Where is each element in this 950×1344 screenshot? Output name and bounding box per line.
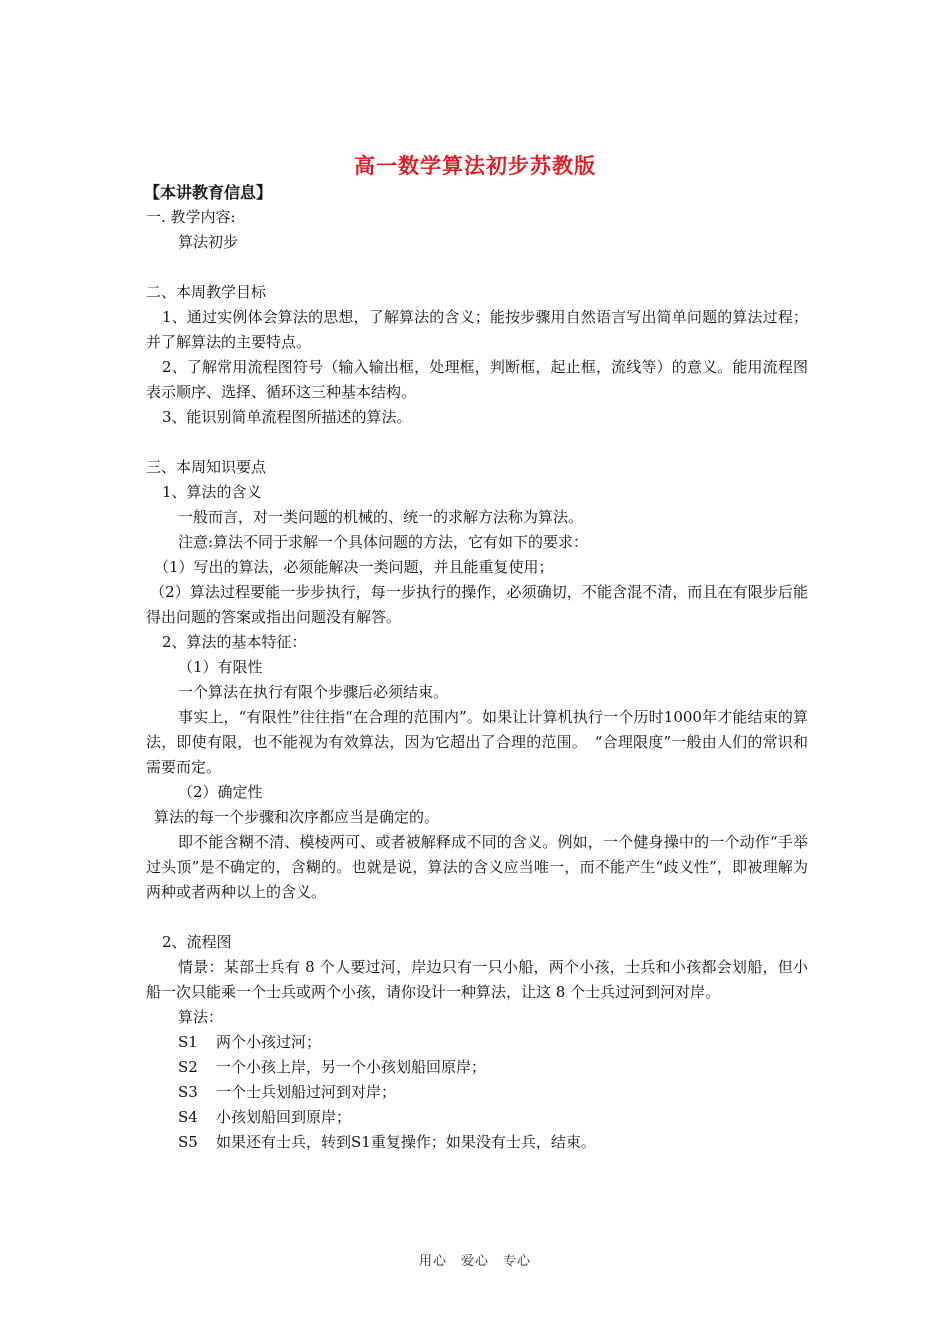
algorithm-label: 算法：: [178, 1008, 224, 1026]
objective-item-1: 1、通过实例体会算法的思想，了解算法的含义；能按步骤用自然语言写出简单问题的算法过程；并了解算法的主要特点。: [146, 308, 808, 351]
spacer: [146, 255, 808, 280]
section-header: 【本讲教育信息】: [144, 183, 273, 202]
feature-1-paragraph-1: 一个算法在执行有限个步骤后必须结束。: [178, 683, 449, 701]
requirement-1: （1）写出的算法，必须能解决一类问题，并且能重复使用；: [154, 558, 554, 576]
step-id: S5: [178, 1133, 198, 1151]
step-text: 如果还有士兵，转到S1重复操作；如果没有士兵，结束。: [216, 1133, 596, 1151]
step-id: S3: [178, 1083, 198, 1101]
algorithm-step: [146, 1030, 808, 1055]
section-2-heading: 二、本周教学目标: [146, 283, 267, 301]
knowledge-1-paragraph: 一般而言，对一类问题的机械的、统一的求解方法称为算法。: [178, 508, 584, 526]
feature-1-title: （1）有限性: [178, 658, 263, 676]
objective-item-3: 3、能识别简单流程图所描述的算法。: [162, 408, 412, 426]
step-id: S1: [178, 1033, 198, 1051]
page-footer: 用心 爱心 专心: [418, 1254, 531, 1269]
section-1-content: 算法初步: [178, 233, 239, 251]
knowledge-1-heading: 1、算法的含义: [162, 483, 262, 501]
step-text: 一个小孩上岸，另一个小孩划船回原岸；: [216, 1058, 487, 1076]
feature-2-paragraph-1: 算法的每一个步骤和次序都应当是确定的。: [154, 808, 440, 826]
step-id: S2: [178, 1058, 198, 1076]
spacer: [146, 430, 808, 455]
feature-2-paragraph-2: 即不能含糊不清、模棱两可、或者被解释成不同的含义。例如，一个健身操中的一个动作“手举过头顶”是不确定的，含糊的。也就是说，算法的含义应当唯一，而不能产生“歧义性”，即被理解为两种或者两种以上的含义。: [146, 833, 808, 901]
step-id: S4: [178, 1108, 198, 1126]
document-title: 高一数学算法初步苏教版: [354, 153, 596, 178]
objective-item-2: 2、了解常用流程图符号（输入输出框，处理框，判断框，起止框，流线等）的意义。能用流程图表示顺序、选择、循环这三种基本结构。: [146, 358, 808, 401]
document-body: [146, 180, 808, 1155]
requirement-2: （2）算法过程要能一步步执行，每一步执行的操作，必须确切，不能含混不清，而且在有限步后能得出问题的答案或指出问题没有解答。: [146, 583, 808, 626]
section-3-heading: 三、本周知识要点: [146, 458, 267, 476]
step-text: 一个士兵划船过河到对岸；: [216, 1083, 397, 1101]
algorithm-step: [146, 1130, 808, 1155]
spacer: [146, 905, 808, 930]
feature-1-paragraph-2: 事实上，“有限性”往往指“在合理的范围内”。如果让计算机执行一个历时1000年才能结束的算法，即使有限，也不能视为有效算法，因为它超出了合理的范围。 “合理限度”一般由人们的常识和需要而定。: [146, 708, 808, 776]
knowledge-2-heading: 2、算法的基本特征：: [162, 633, 307, 651]
step-text: 两个小孩过河；: [216, 1033, 322, 1051]
knowledge-1-note: 注意:算法不同于求解一个具体问题的方法，它有如下的要求：: [178, 533, 589, 551]
section-1-heading: 一. 教学内容:: [146, 208, 236, 226]
step-text: 小孩划船回到原岸；: [216, 1108, 352, 1126]
feature-2-title: （2）确定性: [178, 783, 263, 801]
scenario-paragraph: 情景：某部士兵有 8 个人要过河，岸边只有一只小船，两个小孩，士兵和小孩都会划船，但小船一次只能乘一个士兵或两个小孩，请你设计一种算法，让这 8 个士兵过河到河对岸。: [146, 958, 808, 1001]
knowledge-3-heading: 2、流程图: [162, 933, 232, 951]
algorithm-step: [146, 1080, 808, 1105]
algorithm-step: [146, 1055, 808, 1080]
algorithm-step: [146, 1105, 808, 1130]
